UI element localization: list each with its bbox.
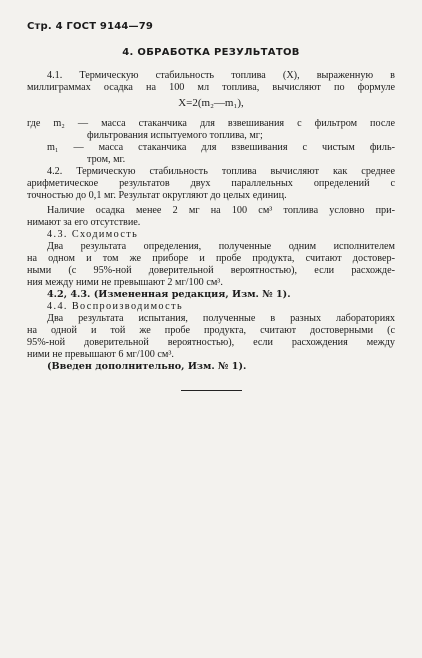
paragraph-4-4-line: на одной и той же пробе продукта, считают достоверными (с	[27, 325, 395, 336]
paragraph-4-3-line: Два результата определения, полученные одним исполнителем	[47, 241, 395, 252]
paragraph-4-4-line: ними не превышают 6 мг/100 см³.	[27, 349, 174, 360]
definition-m2: где m₂ — масса стаканчика для взвешивания с фильтром после	[27, 118, 395, 129]
addition-note: (Введен дополнительно, Изм. № 1).	[47, 361, 247, 372]
end-rule	[181, 390, 242, 391]
paragraph-4-4-line: 95%-ной доверительной вероятностью), если расхождения между	[27, 337, 395, 348]
subsection-4-4-heading: 4.4. Воспроизводимость	[47, 301, 183, 312]
page-header: Стр. 4 ГОСТ 9144—79	[27, 21, 154, 32]
definition-m1-cont: тром, мг.	[87, 154, 126, 165]
definition-m2-cont: фильтрования испытуемого топлива, мг;	[87, 130, 263, 141]
paragraph-4-4-line: Два результата испытания, полученные в разных лабораториях	[47, 313, 395, 324]
paragraph-4-1-line: 4.1. Термическую стабильность топлива (X), выраженную в	[47, 70, 395, 81]
note-line: Наличие осадка менее 2 мг на 100 см³ топлива условно при-	[47, 205, 395, 216]
subsection-4-3-heading: 4.3. Сходимость	[47, 229, 139, 240]
section-title: 4. ОБРАБОТКА РЕЗУЛЬТАТОВ	[122, 47, 300, 58]
paragraph-4-1-line: миллиграммах осадка на 100 мл топлива, вычисляют по формуле	[27, 82, 395, 93]
paragraph-4-2-line: 4.2. Термическую стабильность топлива вычисляют как среднее	[47, 166, 395, 177]
paragraph-4-3-line: ния между ними не превышают 2 мг/100 см³.	[27, 277, 223, 288]
formula: X=2(m₂—m₁),	[178, 97, 244, 109]
paragraph-4-2-line: точностью до 0,1 мг. Результат округляют до целых единиц.	[27, 190, 287, 201]
amendment-note: 4.2, 4.3. (Измененная редакция, Изм. № 1).	[47, 289, 291, 300]
definition-m1: m₁ — масса стаканчика для взвешивания с чистым филь-	[47, 142, 395, 153]
paragraph-4-2-line: арифметическое результатов двух параллельных определений с	[27, 178, 395, 189]
paragraph-4-3-line: ными (с 95%-ной доверительной вероятностью), если расхожде-	[27, 265, 395, 276]
paragraph-4-3-line: на одном и том же приборе и пробе продукта, считают достовер-	[27, 253, 395, 264]
note-line: нимают за его отсутствие.	[27, 217, 141, 228]
